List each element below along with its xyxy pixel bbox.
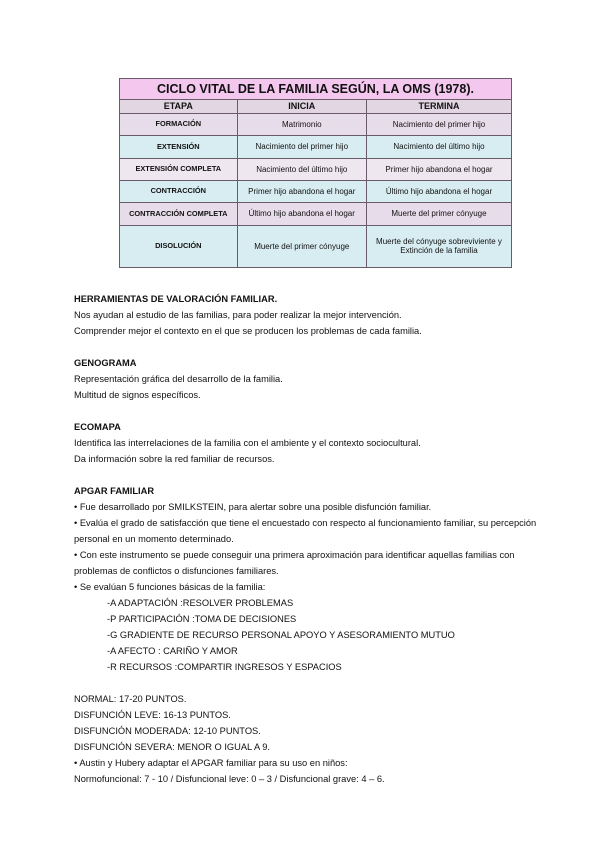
- apgar-function: -G GRADIENTE DE RECURSO PERSONAL APOYO Y ASESORAMIENTO MUTUO: [107, 630, 455, 640]
- start-cell: Nacimiento del primer hijo: [237, 136, 366, 158]
- stage-cell: CONTRACCIÓN COMPLETA: [120, 203, 238, 225]
- end-cell: Muerte del primer cónyuge: [366, 203, 511, 225]
- start-cell: Último hijo abandona el hogar: [237, 203, 366, 225]
- text-line: Nos ayudan al estudio de las familias, para poder realizar la mejor intervención.: [74, 310, 402, 320]
- score-line: DISFUNCIÓN MODERADA: 12-10 PUNTOS.: [74, 726, 261, 736]
- score-line: NORMAL: 17-20 PUNTOS.: [74, 694, 187, 704]
- life-cycle-table: [119, 78, 512, 268]
- table-title: CICLO VITAL DE LA FAMILIA SEGÚN, LA OMS (1978).: [120, 79, 512, 100]
- bullet-item: • Fue desarrollado por SMILKSTEIN, para alertar sobre una posible disfunción familiar.: [74, 502, 432, 512]
- start-cell: Nacimiento del último hijo: [237, 158, 366, 180]
- table-row: [120, 136, 512, 158]
- end-cell: Nacimiento del primer hijo: [366, 114, 511, 136]
- stage-cell: DISOLUCIÓN: [120, 225, 238, 267]
- stage-cell: CONTRACCIÓN: [120, 180, 238, 202]
- table-row: [120, 158, 512, 180]
- bullet-item: • Con este instrumento se puede conseguir una primera aproximación para identificar aquellas familias con problemas de conflictos o disfunciones familiares.: [74, 550, 515, 576]
- end-cell: Nacimiento del último hijo: [366, 136, 511, 158]
- bullet-item: • Evalúa el grado de satisfacción que tiene el encuestado con respecto al funcionamiento familiar, su percepción personal en un momento determinado.: [74, 518, 537, 544]
- end-cell: Muerte del cónyuge sobreviviente y Extinción de la familia: [366, 225, 511, 267]
- start-cell: Muerte del primer cónyuge: [237, 225, 366, 267]
- apgar-function: -A AFECTO : CARIÑO Y AMOR: [107, 646, 238, 656]
- apgar-function: -P PARTICIPACIÓN :TOMA DE DECISIONES: [107, 614, 297, 624]
- text-line: Representación gráfica del desarrollo de la familia.: [74, 374, 283, 384]
- bullet-item: • Se evalúan 5 funciones básicas de la familia:: [74, 582, 266, 592]
- score-line: Normofuncional: 7 - 10 / Disfuncional leve: 0 – 3 / Disfuncional grave: 4 – 6.: [74, 774, 385, 784]
- text-line: Da información sobre la red familiar de recursos.: [74, 454, 275, 464]
- section-heading-genograma: GENOGRAMA: [74, 358, 137, 368]
- table-row: [120, 114, 512, 136]
- table-row: [120, 203, 512, 225]
- table-row: [120, 180, 512, 202]
- table-row: [120, 225, 512, 267]
- end-cell: Último hijo abandona el hogar: [366, 180, 511, 202]
- text-line: Comprender mejor el contexto en el que se producen los problemas de cada familia.: [74, 326, 422, 336]
- start-cell: Matrimonio: [237, 114, 366, 136]
- stage-cell: EXTENSIÓN COMPLETA: [120, 158, 238, 180]
- stage-cell: FORMACIÓN: [120, 114, 238, 136]
- document-body: [74, 291, 544, 787]
- end-cell: Primer hijo abandona el hogar: [366, 158, 511, 180]
- column-header-inicia: INICIA: [237, 100, 366, 114]
- column-header-etapa: ETAPA: [120, 100, 238, 114]
- text-line: Multitud de signos específicos.: [74, 390, 201, 400]
- score-line: • Austin y Hubery adaptar el APGAR familiar para su uso en niños:: [74, 758, 348, 768]
- life-cycle-table-image: [119, 78, 512, 268]
- column-header-termina: TERMINA: [366, 100, 511, 114]
- start-cell: Primer hijo abandona el hogar: [237, 180, 366, 202]
- stage-cell: EXTENSIÓN: [120, 136, 238, 158]
- section-heading-ecomapa: ECOMAPA: [74, 422, 121, 432]
- score-line: DISFUNCIÓN LEVE: 16-13 PUNTOS.: [74, 710, 231, 720]
- score-line: DISFUNCIÓN SEVERA: MENOR O IGUAL A 9.: [74, 742, 270, 752]
- apgar-function: -A ADAPTACIÓN :RESOLVER PROBLEMAS: [107, 598, 294, 608]
- text-line: Identifica las interrelaciones de la familia con el ambiente y el contexto sociocultural.: [74, 438, 421, 448]
- apgar-function: -R RECURSOS :COMPARTIR INGRESOS Y ESPACIOS: [107, 662, 342, 672]
- section-heading-herramientas: HERRAMIENTAS DE VALORACIÓN FAMILIAR.: [74, 294, 278, 304]
- section-heading-apgar: APGAR FAMILIAR: [74, 486, 155, 496]
